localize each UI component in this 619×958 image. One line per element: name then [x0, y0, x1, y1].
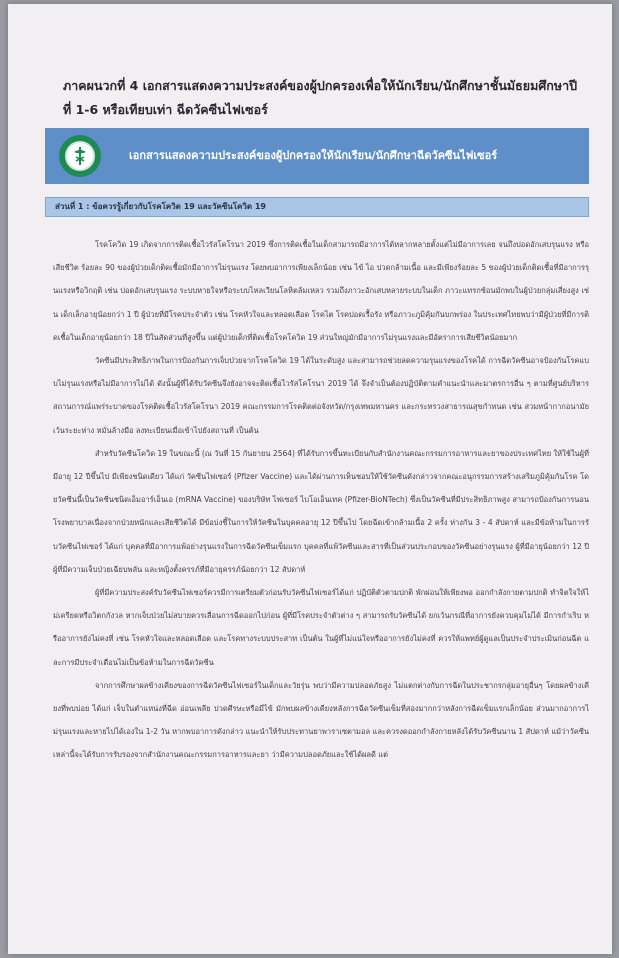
paragraph: สำหรับวัคซีนโควิด 19 ในขณะนี้ (ณ วันที่ 15 กันยายน 2564) ที่ได้รับการขึ้นทะเบียนกับสำนักงานคณะกรรมการอาหารและยาของประเทศไทย ให้ใช้ในผู้ที่มีอายุ 12 ปีขึ้นไป มีเพียงชนิดเดียว ได้แก่ วัคซีนไฟเซอร์ (Pfizer Vaccine) และได้ผ่านการเห็นชอบให้ใช้วัคซีนดังกล่าวจากคณะอนุกรรมการสร้างเสริมภูมิคุ้มกันโรค โดยวัคซีนนี้เป็นวัคซีนชนิดเอ็มอาร์เอ็นเอ (mRNA Vaccine) ของบริษัท ไฟเซอร์ ไบโอเอ็นเทค (Pfizer-BioNTech) ซึ่งเป็นวัคซีนที่มีประสิทธิภาพสูง สามารถป้องกันการนอนโรงพยาบาลเนื่องจากป่วยหนักและเสียชีวิตได้ มีข้อบ่งชี้ในการให้วัคซีนในบุคคลอายุ 12 ปีขึ้นไป โดยฉีดเข้ากล้ามเนื้อ 2 ครั้ง ห่างกัน 3 - 4 สัปดาห์ และมีข้อห้ามในการรับวัคซีนไฟเซอร์ ได้แก่ บุคคลที่มีอาการแพ้อย่างรุนแรงในการฉีดวัคซีนเข็มแรก บุคคลที่แพ้วัคซีนและสารที่เป็นส่วนประกอบของวัคซีนอย่างรุนแรง ผู้ที่มีอายุน้อยกว่า 12 ปี ผู้ที่มีความเจ็บป่วยเฉียบพลัน และหญิงตั้งครรภ์ที่มีอายุครรภ์น้อยกว่า 12 สัปดาห์ — [53, 448, 589, 574]
paragraph: จากการศึกษาผลข้างเคียงของการฉีดวัคซีนไฟเซอร์ในเด็กและวัยรุ่น พบว่ามีความปลอดภัยสูง ไม่แตกต่างกับการฉีดในประชากรกลุ่มอายุอื่นๆ โดยผลข้างเคียงที่พบบ่อย ได้แก่ เจ็บในตำแหน่งที่ฉีด อ่อนเพลีย ปวดศีรษะหรือมีไข้ มักพบผลข้างเคียงหลังการฉีดวัคซีนเข็มที่สองมากกว่าหลังการฉีดเข็มแรกเล็กน้อย ส่วนมากอาการไม่รุนแรงและหายไปได้เองใน 1-2 วัน หากพบอาการดังกล่าว แนะนำให้รับประทานยาพาราเซตามอล และควรงดออกกำลังกายหลังได้รับวัคซีนนาน 1 สัปดาห์ แม้ว่าวัคซีนเหล่านี้จะได้รับการรับรองจากสำนักงานคณะกรรมการอาหารและยา ว่ามีความปลอดภัยและใช้ได้ผลดี แต่ — [53, 680, 589, 760]
body-text — [53, 233, 589, 767]
banner-title: เอกสารแสดงความประสงค์ของผู้ปกครองให้นักเรียน/นักศึกษาฉีดวัคซีนไฟเซอร์ — [129, 149, 498, 162]
section-header — [45, 197, 589, 217]
paragraph: โรคโควิด 19 เกิดจากการติดเชื้อไวรัสโคโรนา 2019 ซึ่งการติดเชื้อในเด็กสามารถมีอาการได้หลากหลายตั้งแต่ไม่มีอาการเลย จนถึงปอดอักเสบรุนแรง หรือเสียชีวิต ร้อยละ 90 ของผู้ป่วยเด็กติดเชื้อมักมีอาการไม่รุนแรง โดยพบอาการเพียงเล็กน้อย เช่น ไข้ ไอ ปวดกล้ามเนื้อ และมีเพียงร้อยละ 5 ของผู้ป่วยเด็กติดเชื้อที่มีอาการรุนแรงหรือวิกฤติ เช่น ปอดอักเสบรุนแรง ระบบหายใจหรือระบบไหลเวียนโลหิตล้มเหลว รวมถึงภาวะอักเสบหลายระบบในเด็ก ภาวะแทรกซ้อนมักพบในผู้ป่วยกลุ่มเสี่ยงสูง เช่น เด็กเล็กอายุน้อยกว่า 1 ปี ผู้ป่วยที่มีโรคประจำตัว เช่น โรคหัวใจและหลอดเลือด โรคไต โรคปอดเรื้อรัง หรือภาวะภูมิคุ้มกันบกพร่อง ในประเทศไทยพบว่ามีผู้ป่วยที่มีการติดเชื้อในเด็กอายุน้อยกว่า 18 ปีในสัดส่วนที่สูงขึ้น แต่ผู้ป่วยเด็กที่ติดเชื้อโรคโควิด 19 ส่วนใหญ่มักมีอาการไม่รุนแรงและมีอัตราการเสียชีวิตน้อยมาก — [53, 240, 589, 342]
document-page — [8, 4, 612, 954]
logo-emblem-center — [65, 141, 95, 171]
section-title: ส่วนที่ 1 : ข้อควรรู้เกี่ยวกับโรคโควิด 19 และวัคซีนโควิด 19 — [55, 202, 266, 211]
page-heading: ภาคผนวกที่ 4 เอกสารแสดงความประสงค์ของผู้ปกครองเพื่อให้นักเรียน/นักศึกษาชั้นมัธยมศึกษาปีที่ 1-6 หรือเทียบเท่า ฉีดวัคซีนไฟเซอร์ — [63, 78, 578, 117]
title-banner — [45, 128, 589, 184]
paragraph: วัคซีนมีประสิทธิภาพในการป้องกันการเจ็บป่วยจากโรคโควิด 19 ได้ในระดับสูง และสามารถช่วยลดความรุนแรงของโรคได้ การฉีดวัคซีนอาจป้องกันโรคแบบไม่รุนแรงหรือไม่มีอาการไม่ได้ ดังนั้นผู้ที่ได้รับวัคซีนจึงยังอาจจะติดเชื้อไวรัสโคโรนา 2019 ได้ จึงจำเป็นต้องปฏิบัติตามคำแนะนำและมาตรการอื่น ๆ ตามที่ศูนย์บริหารสถานการณ์แพร่ระบาดของโรคติดเชื้อไวรัสโคโรนา 2019 คณะกรรมการโรคติดต่อจังหวัด/กรุงเทพมหานคร และกระทรวงสาธารณสุขกำหนด เช่น สวมหน้ากากอนามัย เว้นระยะห่าง หมั่นล้างมือ ลงทะเบียนเมื่อเข้าไปยังสถานที่ เป็นต้น — [53, 356, 589, 435]
moph-logo-icon — [59, 135, 101, 177]
caduceus-icon — [67, 143, 93, 169]
paragraph: ผู้ที่มีความประสงค์รับวัคซีนไฟเซอร์ควรมีการเตรียมตัวก่อนรับวัคซีนไฟเซอร์ได้แก่ ปฏิบัติตัวตามปกติ พักผ่อนให้เพียงพอ ออกกำลังกายตามปกติ ทำจิตใจให้ไม่เครียดหรือวิตกกังวล หากเจ็บป่วยไม่สบายควรเลื่อนการฉีดออกไปก่อน ผู้ที่มีโรคประจำตัวต่าง ๆ สามารถรับวัคซีนได้ ยกเว้นกรณีที่อาการยังควบคุมไม่ได้ มีการกำเริบ หรืออาการยังไม่คงที่ เช่น โรคหัวใจและหลอดเลือด และโรคทางระบบประสาท เป็นต้น ในผู้ที่ไม่แน่ใจหรืออาการยังไม่คงที่ ควรให้แพทย์ผู้ดูแลเป็นประจำประเมินก่อนฉีด และการมีประจำเดือนไม่เป็นข้อห้ามในการฉีดวัคซีน — [53, 588, 589, 667]
